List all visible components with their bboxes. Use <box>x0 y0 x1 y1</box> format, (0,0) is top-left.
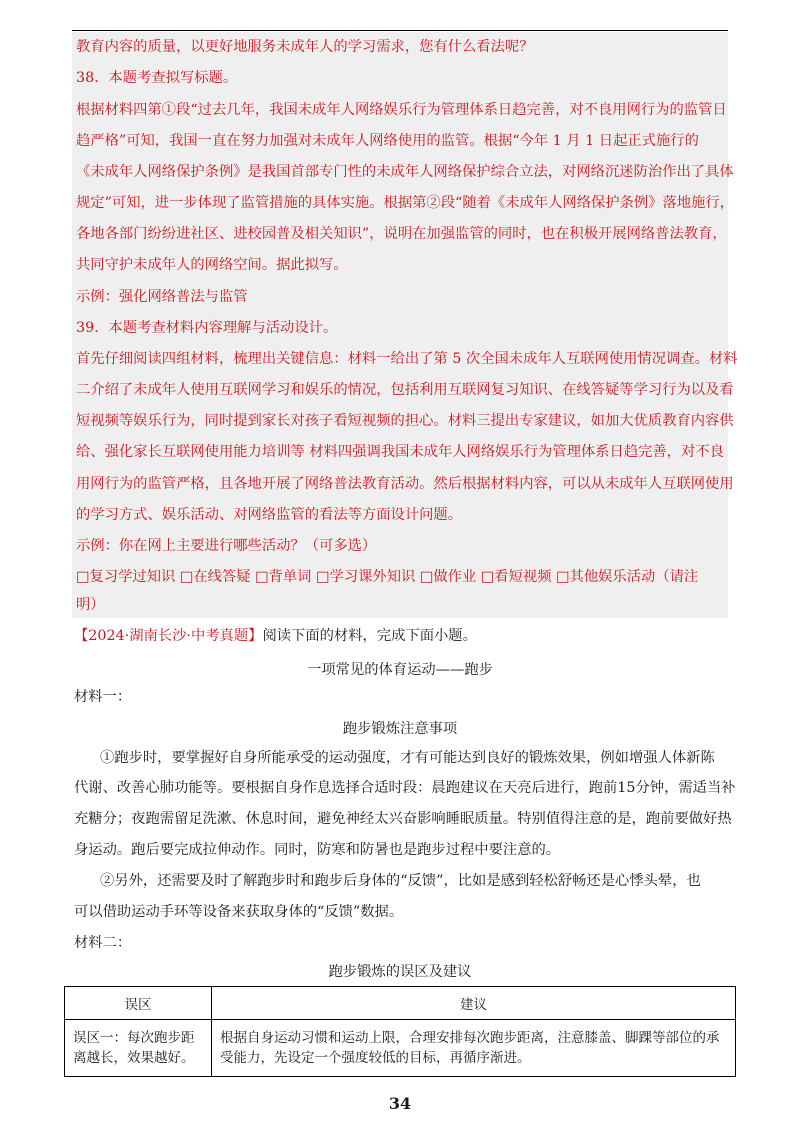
page-number: 34 <box>388 1094 412 1113</box>
source-instruction: 阅读下面的材料，完成下面小题。 <box>262 628 477 644</box>
answer-line: 用网行为的监管严格，且各地开展了网络普法教育活动。然后根据材料内容，可以从未成年人互联网使用 <box>76 476 734 492</box>
answer-line: 首先仔细阅读四组材料，梳理出关键信息：材料一给出了第 5 次全国未成年人互联网使用情况调查。材料 <box>76 351 738 367</box>
myth-advice-table <box>64 986 736 1077</box>
answer-line: 示例：你在网上主要进行哪些活动？（可多选） <box>76 538 377 554</box>
material1-line: 代谢、改善心肺功能等。要根据自身作息选择合适时段：晨跑建议在天亮后进行，跑前15分钟，需适当补 <box>74 780 736 796</box>
material1-line: 身运动。跑后要完成拉伸动作。同时，防寒和防暑也是跑步过程中要注意的。 <box>74 842 561 858</box>
main-title: 一项常见的体育运动——跑步 <box>307 662 493 678</box>
material1-title: 跑步锻炼注意事项 <box>342 721 458 737</box>
answer-line: 短视频等娱乐行为，同时提到家长对孩子看短视频的担心。材料三提出专家建议，如加大优质教育内容供 <box>76 413 734 429</box>
answer-line: 39．本题考查材料内容理解与活动设计。 <box>76 320 338 336</box>
material1-line: 可以借助运动手环等设备来获取身体的“反馈”数据。 <box>74 904 404 920</box>
table-header-advice: 建议 <box>212 987 736 1020</box>
material2-label: 材料二： <box>74 935 132 951</box>
source-line <box>74 627 477 645</box>
answer-line: 示例：强化网络普法与监管 <box>76 289 248 305</box>
answer-line: 明） <box>76 597 105 613</box>
table-cell-advice: 根据自身运动习惯和运动上限，合理安排每次跑步距离，注意膝盖、脚踝等部位的承受能力，先设定一个强度较低的目标，再循序渐进。 <box>212 1020 736 1077</box>
answer-line: 38．本题考查拟写标题。 <box>76 70 238 86</box>
answer-checkbox-options: □复习学过知识 □在线答疑 □背单词 □学习课外知识 □做作业 □看短视频 □其他娱乐活动（请注 <box>76 569 699 585</box>
table-header-row <box>65 987 736 1020</box>
answer-line: 二介绍了未成年人使用互联网学习和娱乐的情况，包括利用互联网复习知识、在线答疑等学习行为以及看 <box>76 382 734 398</box>
material2-title: 跑步锻炼的误区及建议 <box>328 964 472 980</box>
table-row <box>65 1020 736 1077</box>
answer-line: 趋严格”可知，我国一直在努力加强对未成年人网络使用的监管。根据“今年 1 月 1 日起正式施行的 <box>76 133 699 149</box>
material1-label: 材料一： <box>74 689 132 705</box>
material1-line: 充糖分；夜跑需留足洗漱、休息时间，避免神经太兴奋影响睡眠质量。特别值得注意的是，跑前要做好热 <box>74 811 732 827</box>
answer-line: 各地各部门纷纷进社区、进校园普及相关知识”，说明在加强监管的同时，也在积极开展网络普法教育， <box>76 226 727 242</box>
material1-line: ①跑步时，要掌握好自身所能承受的运动强度，才有可能达到良好的锻炼效果，例如增强人体新陈 <box>100 750 715 766</box>
answer-line: 给、强化家长互联网使用能力培训等 材料四强调我国未成年人网络娱乐行为管理体系日趋完善，对不良 <box>76 444 724 460</box>
source-tag: 【2024·湖南长沙·中考真题】 <box>74 628 263 644</box>
top-rule <box>72 30 728 31</box>
answer-line: 的学习方式、娱乐活动、对网络监管的看法等方面设计问题。 <box>76 507 463 523</box>
answer-line: 共同守护未成年人的网络空间。据此拟写。 <box>76 257 348 273</box>
answer-line: 《未成年人网络保护条例》是我国首部专门性的未成年人网络保护综合立法，对网络沉迷防治作出了具体 <box>76 164 734 180</box>
table-header-myth: 误区 <box>65 987 212 1020</box>
material1-line: ②另外，还需要及时了解跑步时和跑步后身体的“反馈”，比如是感到轻松舒畅还是心悸头晕，也 <box>100 873 701 889</box>
answer-line: 根据材料四第①段“过去几年，我国未成年人网络娱乐行为管理体系日趋完善，对不良用网行为的监管日 <box>76 102 727 118</box>
answer-line: 规定”可知，进一步体现了监管措施的具体实施。根据第②段“随着《未成年人网络保护条例》落地施行， <box>76 195 734 211</box>
table-cell-myth: 误区一：每次跑步距离越长，效果越好。 <box>65 1020 212 1077</box>
answer-line: 教育内容的质量，以更好地服务未成年人的学习需求，您有什么看法呢？ <box>76 39 534 55</box>
